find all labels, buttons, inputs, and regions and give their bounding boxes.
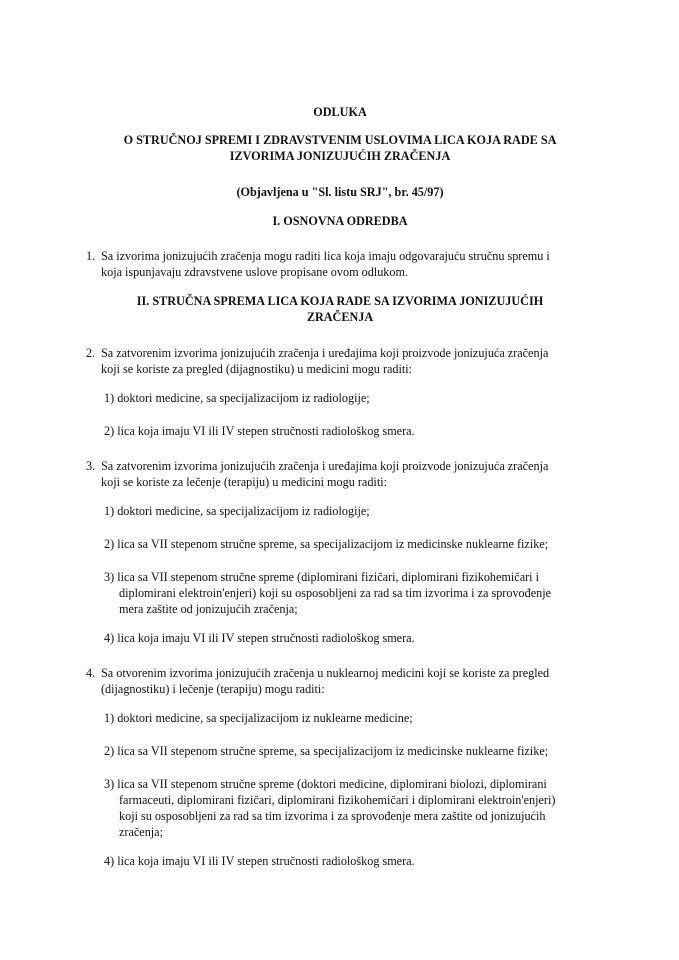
paragraph-3-line-1: Sa zatvorenim izvorima jonizujućih zračenja i uređajima koji proizvode jonizujuća zračenja <box>101 459 549 473</box>
section-heading-2-line-1: II. STRUČNA SPREMA LICA KOJA RADE SA IZVORIMA JONIZUJUĆIH <box>136 294 544 308</box>
paragraph-3-item-3-line-2: diplomirani elektroin'enjeri) koji su osposobljeni za rad sa tim izvorima i za sprovođenje <box>119 586 552 600</box>
document-subtitle-line-2: IZVORIMA JONIZUJUĆIH ZRAČENJA <box>229 149 451 163</box>
paragraph-4-item-3-line-1: 3) lica sa VII stepenom stručne spreme (doktori medicine, diplomirani biolozi, diplomirani <box>104 777 547 791</box>
paragraph-1-number: 1. <box>86 249 96 263</box>
paragraph-3-item-2: 2) lica sa VII stepenom stručne spreme, sa specijalizacijom iz medicinske nuklearne fizike; <box>104 537 549 551</box>
paragraph-4-line-1: Sa otvorenim izvorima jonizujućih zračenja u nuklearnoj medicini koji se koriste za pregled <box>101 666 550 680</box>
paragraph-2-number: 2. <box>86 346 96 360</box>
paragraph-2-line-1: Sa zatvorenim izvorima jonizujućih zračenja i uređajima koji proizvode jonizujuća zračenja <box>101 346 549 360</box>
paragraph-4-line-2: (dijagnostiku) i lečenje (terapiju) mogu raditi: <box>101 682 325 696</box>
paragraph-2-item-1: 1) doktori medicine, sa specijalizacijom iz radiologije; <box>104 391 370 405</box>
paragraph-1-line-2: koja ispunjavaju zdravstvene uslove propisane ovom odlukom. <box>101 265 408 279</box>
paragraph-3-item-3-line-3: mera zaštite od jonizujućih zračenja; <box>119 602 298 616</box>
paragraph-3-item-1: 1) doktori medicine, sa specijalizacijom iz radiologije; <box>104 504 370 518</box>
paragraph-3-line-2: koji se koriste za lečenje (terapiju) u medicini mogu raditi: <box>101 475 387 489</box>
document-title: ODLUKA <box>313 105 367 119</box>
paragraph-4-item-1: 1) doktori medicine, sa specijalizacijom iz nuklearne medicine; <box>104 711 413 725</box>
paragraph-3-item-4: 4) lica koja imaju VI ili IV stepen stručnosti radiološkog smera. <box>104 631 415 645</box>
paragraph-4-item-3-line-2: farmaceuti, diplomirani fizičari, diplomirani fizikohemičari i diplomirani elektroin'enjeri) <box>119 793 556 807</box>
paragraph-4-item-3-line-3: koji su osposobljeni za rad sa tim izvorima i za sprovođenje mera zaštite od jonizujućih <box>119 809 546 823</box>
paragraph-2-item-2: 2) lica koja imaju VI ili IV stepen stručnosti radiološkog smera. <box>104 424 415 438</box>
paragraph-4-item-4: 4) lica koja imaju VI ili IV stepen stručnosti radiološkog smera. <box>104 854 415 868</box>
paragraph-1-line-1: Sa izvorima jonizujućih zračenja mogu raditi lica koja imaju odgovarajuću stručnu spremu i <box>101 249 550 263</box>
section-heading-2-line-2: ZRAČENJA <box>306 310 374 324</box>
paragraph-4-number: 4. <box>86 666 96 680</box>
paragraph-2-line-2: koji se koriste za pregled (dijagnostiku) u medicini mogu raditi: <box>101 362 413 376</box>
paragraph-4-item-3-line-4: zračenja; <box>119 825 163 839</box>
section-heading-1: I. OSNOVNA ODREDBA <box>272 214 408 228</box>
paragraph-4-item-2: 2) lica sa VII stepenom stručne spreme, sa specijalizacijom iz medicinske nuklearne fizike; <box>104 744 549 758</box>
paragraph-3-number: 3. <box>86 459 96 473</box>
publication-note: (Objavljena u "Sl. listu SRJ", br. 45/97) <box>236 185 444 199</box>
document-subtitle-line-1: O STRUČNOJ SPREMI I ZDRAVSTVENIM USLOVIMA LICA KOJA RADE SA <box>123 133 557 147</box>
paragraph-3-item-3-line-1: 3) lica sa VII stepenom stručne spreme (diplomirani fizičari, diplomirani fizikohemičari i <box>104 570 539 584</box>
